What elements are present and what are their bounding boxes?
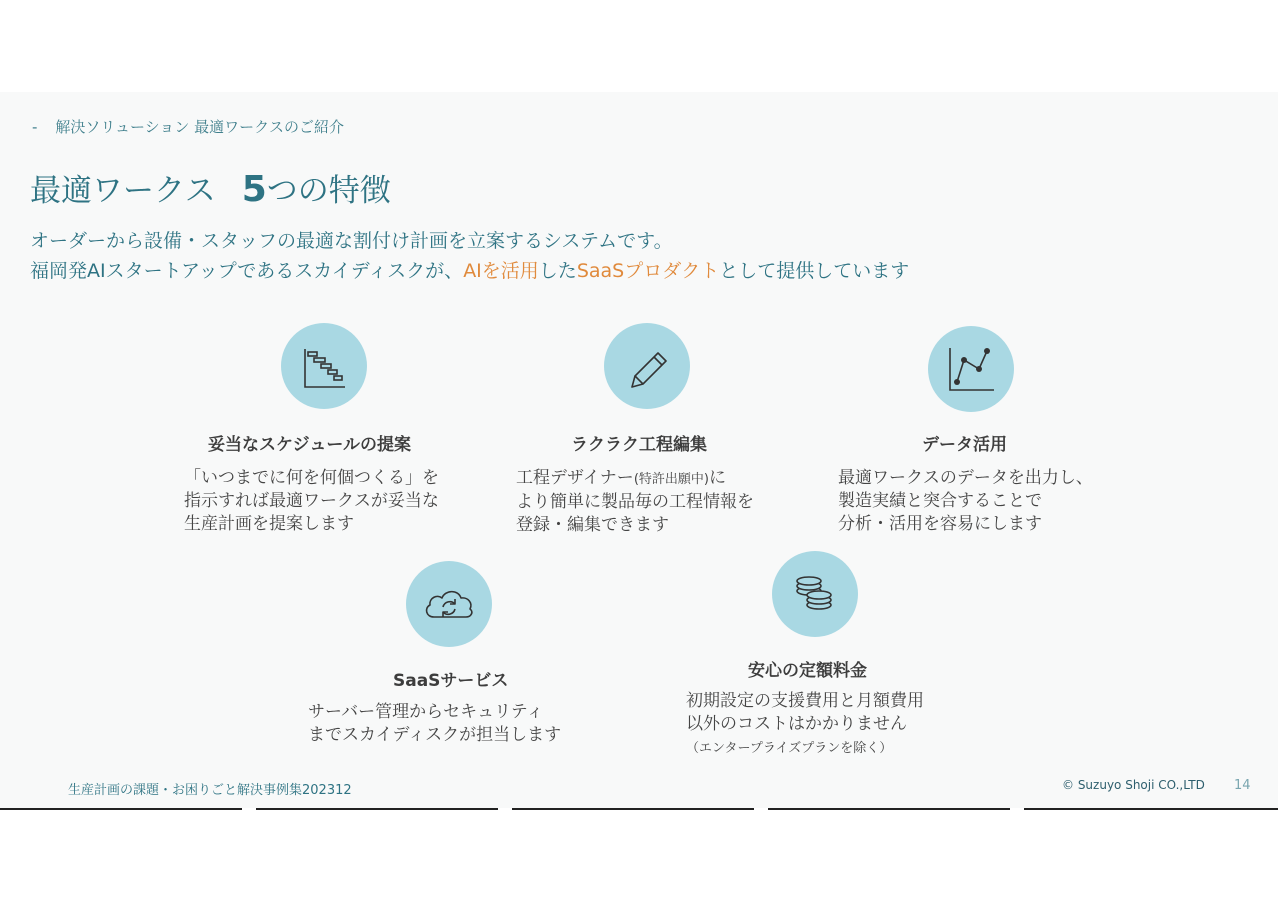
lead-line-2 — [30, 256, 909, 283]
bottom-rule-segment — [512, 808, 754, 810]
bottom-rule-segment — [768, 808, 1010, 810]
feature-1-line: 生産計画を提案します — [184, 514, 354, 534]
pencil-icon — [604, 323, 690, 409]
feature-2-line-1-b: に — [708, 468, 726, 488]
bottom-rule-segment — [0, 808, 242, 810]
coins-icon — [772, 551, 858, 637]
lead-line-2-b: した — [538, 260, 577, 282]
feature-1-icon-circle — [281, 323, 367, 409]
lead-highlight-ai: AIを活用 — [463, 260, 539, 282]
feature-2-desc — [516, 467, 754, 537]
feature-4-line: までスカイディスクが担当します — [308, 725, 562, 745]
breadcrumb — [32, 116, 344, 137]
title-number: 5 — [241, 169, 267, 210]
feature-2-line-1 — [516, 467, 754, 491]
breadcrumb-dash: - — [32, 118, 38, 136]
page-number: 14 — [1234, 778, 1251, 793]
lead-line-2-c: として提供しています — [719, 260, 910, 282]
feature-1-title: 妥当なスケジュールの提案 — [208, 435, 411, 455]
feature-5-note: （エンタープライズプランを除く） — [686, 741, 893, 756]
feature-3-title: データ活用 — [922, 435, 1007, 455]
feature-2-line-1-a: 工程デザイナー — [516, 468, 634, 488]
feature-5-line: 初期設定の支援費用と月額費用 — [686, 691, 924, 711]
cloud-sync-icon — [406, 561, 492, 647]
patent-pending-note: (特許出願中) — [633, 472, 709, 487]
feature-2-line: 登録・編集できます — [516, 515, 669, 535]
feature-3-desc — [838, 467, 1093, 536]
title-rest: つの特徴 — [266, 173, 391, 209]
feature-3-line: 最適ワークスのデータを出力し、 — [838, 468, 1093, 488]
lead-line-1: オーダーから設備・スタッフの最適な割付け計画を立案するシステムです。 — [30, 230, 673, 252]
feature-3-line: 分析・活用を容易にします — [838, 514, 1042, 534]
feature-4-desc — [308, 701, 561, 747]
footer-copyright: © Suzuyo Shoji CO.,LTD — [1062, 778, 1205, 792]
feature-3-icon-circle — [928, 326, 1014, 412]
feature-4-title: SaaSサービス — [393, 671, 509, 691]
page-title — [30, 165, 391, 210]
feature-1-line: 指示すれば最適ワークスが妥当な — [184, 491, 439, 511]
feature-5-icon-circle — [772, 551, 858, 637]
lead-highlight-saas: SaaSプロダクト — [576, 260, 720, 282]
bottom-rule-segment — [256, 808, 498, 810]
feature-1-line: 「いつまでに何を何個つくる」を — [184, 468, 439, 488]
feature-5-line: 以外のコストはかかりません — [686, 714, 907, 734]
footer-document-title: 生産計画の課題・お困りごと解決事例集202312 — [68, 783, 352, 798]
lead-line-2-a: 福岡発AIスタートアップであるスカイディスクが、 — [30, 260, 464, 282]
gantt-chart-icon — [281, 323, 367, 409]
feature-4-line: サーバー管理からセキュリティ — [308, 702, 544, 722]
feature-2-line: より簡単に製品毎の工程情報を — [516, 492, 754, 512]
title-main: 最適ワークス — [30, 173, 216, 209]
breadcrumb-text: 解決ソリューション 最適ワークスのご紹介 — [55, 118, 344, 136]
feature-5-title: 安心の定額料金 — [748, 661, 867, 681]
feature-5-desc — [686, 690, 924, 736]
feature-1-desc — [184, 467, 439, 536]
bottom-rule-segment — [1024, 808, 1278, 810]
feature-2-icon-circle — [604, 323, 690, 409]
feature-4-icon-circle — [406, 561, 492, 647]
line-chart-icon — [928, 326, 1014, 412]
feature-3-line: 製造実績と突合することで — [838, 491, 1042, 511]
feature-2-title: ラクラク工程編集 — [571, 435, 707, 455]
